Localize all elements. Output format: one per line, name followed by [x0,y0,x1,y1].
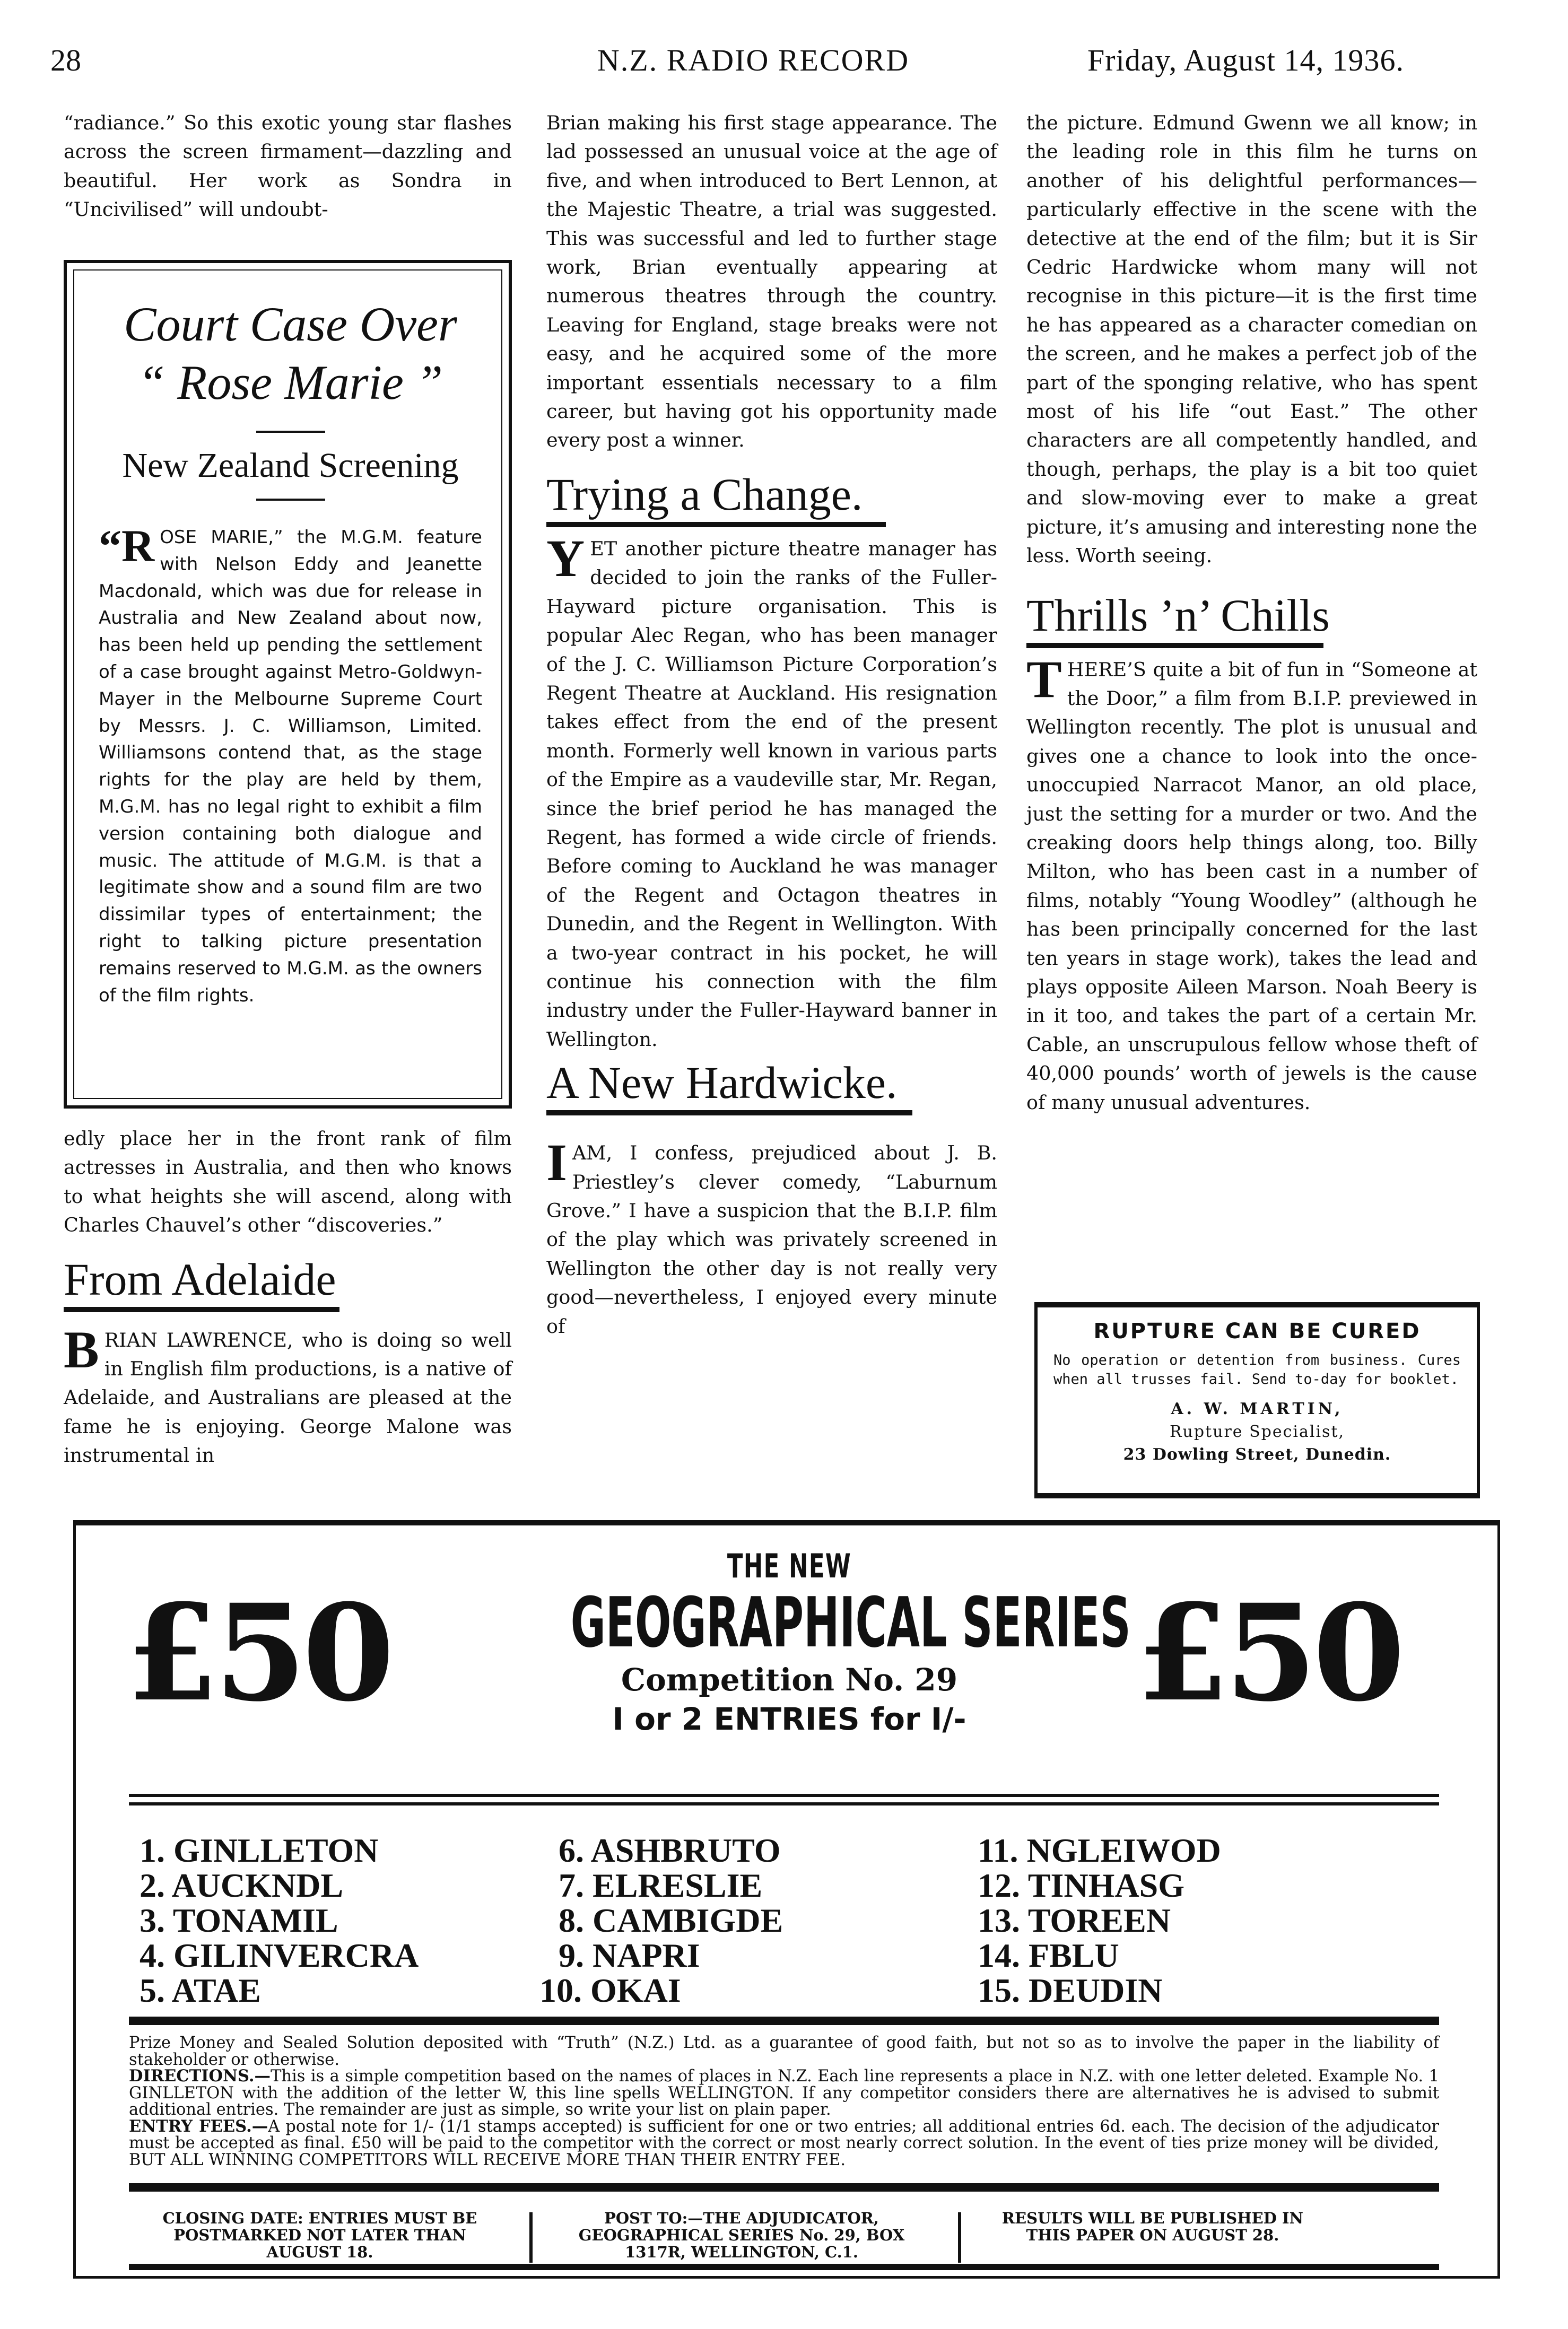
masthead [0,42,1568,85]
double-rule-divider [129,1794,1439,1811]
entry-fees [129,2118,1439,2169]
headline-a-new-hardwicke: A New Hardwicke. [546,1057,898,1109]
page-number: 28 [50,43,81,77]
puzzle-item: 14. FBLU [978,1937,1119,1974]
article-body: who is doing so well in English film productions, is a native of Adelaide, and Australians are pleased at the fame he is enjoying. George Malone was instrumental in [64,1328,512,1467]
puzzle-item: 7. ELRESLIE [559,1866,763,1904]
left-column-continuation [64,1124,512,1470]
box-subtitle: New Zealand Screening [122,446,459,485]
divider [256,431,325,433]
ad-advertiser-title: Rupture Specialist, [1169,1423,1345,1441]
ad-headline: RUPTURE CAN BE CURED [1093,1319,1421,1344]
headline-thrills-n-chills: Thrills ’n’ Chills [1026,589,1330,641]
series-title: GEOGRAPHICAL SERIES [570,1582,1131,1663]
issue-date: Friday, August 14, 1936. [1087,43,1405,77]
post-to-address: POST TO:—THE ADJUDICATOR, GEOGRAPHICAL SERIES No. 29, BOX 1317R, WELLINGTON, C.1. [578,2209,905,2261]
rule-divider [129,2017,1439,2025]
lead-caps: RIAN LAWRENCE, [104,1328,293,1351]
column-separator [958,2212,961,2263]
divider [256,499,325,501]
puzzle-item: 11. NGLEIWOD [978,1831,1221,1869]
headline-trying-a-change: Trying a Change. [546,468,863,520]
article-text: Brian making his first stage appearance. The lad possessed an unusual voice at the age of five, and when introduced to Bert Lennon, at the Majestic Theatre, a trial was suggested. This was successful and led to further stage work, Brian eventually appearing at numerous theatres through the country. Leaving for England, stage breaks were not easy, and he acquired some of the more important essentials necessary to a film career, but having got his opportunity made every post a winner. [546,111,997,452]
puzzle-item: 5. ATAE [140,1972,261,2009]
lead-caps: AM, [572,1141,613,1165]
geographical-series-competition-ad [73,1520,1500,2279]
article-body: I confess, prejudiced about J. B. Priestley’s clever comedy, “Laburnum Grove.” I have a suspicion that the B.I.P. film of the play which was privately screened in Wellington the other day is not really very good—nevertheless, I enjoyed every minute of [546,1141,997,1338]
puzzle-item: 4. GILINVERCRA [140,1937,419,1974]
lead-caps: HERE’S [1067,658,1146,681]
results-notice: RESULTS WILL BE PUBLISHED IN THIS PAPER ON AUGUST 28. [1001,2209,1304,2244]
article-text: the picture. Edmund Gwenn we all know; in the leading role in this film he turns on another of his delightful performances—particularly effective in the scene with the detective at the end of the film; but it is Sir Cedric Hardwicke whom many will not recognise in this picture—it is the first time he has appeared as a character comedian on the screen, and he makes a perfect job of the part of the sponging relative, who has spent most of his life “out East.” The other characters are all competently handled, and though, perhaps, the play is a bit too quiet and slow-moving ever to make a great picture, it’s amusing and interesting none the less. Worth seeing. [1026,111,1477,568]
left-column-intro [64,109,512,224]
box-body [99,520,482,1009]
drop-cap: Y [546,528,585,588]
article-text: edly place her in the front rank of film actresses in Australia, and then who knows to what heights she will ascend, along with Charles Chauvel’s other “discoveries.” [64,1127,512,1237]
puzzle-column [539,1831,783,2009]
prize-amount-right: £50 [1137,1575,1401,1731]
directions-label: DIRECTIONS.— [129,2066,271,2086]
puzzle-item: 13. TOREEN [978,1901,1171,1939]
box-title-line2: “ Rose Marie ” [138,355,443,409]
article-paragraph [64,1320,512,1470]
drop-cap: T [1026,649,1062,709]
article-paragraph [546,1133,997,1341]
puzzle-item: 3. TONAMIL [140,1901,338,1939]
box-title-line1: Court Case Over [124,297,457,351]
rule-divider [129,2264,1439,2270]
directions-text: This is a simple competition based on the names of places in N.Z. Each line represents a place in N.Z. with one letter deleted. Example No. 1 GINLLETON with the addition of the letter W, this line spells WELLINGTON. If any competitor considers there are alternatives he is advised to submit additional entries. The remainder are just as simple, so write your list on plain paper. [129,2067,1439,2119]
closing-date: CLOSING DATE: ENTRIES MUST BE POSTMARKED NOT LATER THAN AUGUST 18. [162,2209,477,2261]
article-body: quite a bit of fun in “Someone at the Door,” a film from B.I.P. previewed in Wellington recently. The plot is unusual and gives one a chance to look into the once-unoccupied Narracot Manor, an old place, just the setting for a murder or two. And the creaking doors help things along, too. Billy Milton, who has been cast in a number of films, notably “Young Woodley” (although he has been principally concerned for the last ten years in stage work), takes the lead and plays opposite Aileen Marson. Noah Beery is in it too, and takes the part of a certain Mr. Cable, an unscrupulous fellow whose theft of 40,000 pounds’ worth of jewels is the cause of many unusual adventures. [1026,658,1477,1114]
puzzle-item: 9. NAPRI [559,1937,700,1974]
puzzle-item: 6. ASHBRUTO [559,1831,781,1869]
prize-amount-left: £50 [126,1575,390,1731]
boxed-article-rose-marie [64,260,512,1109]
lead-caps: ET [590,537,617,560]
the-new-label: THE NEW [727,1547,852,1585]
directions [129,2068,1439,2118]
article-body: another picture theatre manager has decided to join the ranks of the Fuller-Hayward picture organisation. This is popular Alec Regan, who has been manager of the J. C. Williamson Picture Corporation’s Regent Theatre at Auckland. His resignation takes effect from the end of the present month. Formerly well known in various parts of the Empire as a vaudeville star, Mr. Regan, since the brief period he has managed the Regent, has formed a wide circle of friends. Before coming to Auckland he was manager of the Regent and Octagon theatres in Dunedin, and the Regent in Wellington. With a two-year contract in his pocket, he will continue his connection with the film industry under the Fuller-Hayward banner in Wellington. [546,537,997,1051]
competition-number: Competition No. 29 [621,1662,958,1698]
article-text: “radiance.” So this exotic young star flashes across the screen firmament—dazzling and beautiful. Her work as Sondra in “Uncivilised” will undoubt- [64,111,512,221]
puzzle-item: 8. CAMBIGDE [559,1901,783,1939]
headline-rule [546,522,886,527]
entry-fees-label: ENTRY FEES.— [129,2116,268,2136]
puzzle-item: 2. AUCKNDL [140,1866,344,1904]
guarantee-text: Prize Money and Sealed Solution deposited with “Truth” (N.Z.) Ltd. as a guarantee of good faith, but not so as to involve the paper in the liability of stakeholder or otherwise. [129,2034,1439,2069]
headline-rule [1026,643,1323,648]
headline-from-adelaide: From Adelaide [64,1253,336,1305]
headline-rule [546,1110,912,1115]
article-paragraph [1026,649,1477,1118]
drop-cap: B [64,1320,99,1379]
drop-cap: I [546,1133,567,1192]
article-paragraph [546,528,997,1054]
rupture-advertisement [1034,1302,1480,1498]
competition-rules [129,2035,1439,2168]
middle-column [546,109,997,1341]
lead-caps: OSE MARIE,” [160,527,283,548]
box-body-text: the M.G.M. feature with Nelson Eddy and Jeanette Macdonald, which was due for release in Australia and New Zealand about now, has been held up pending the settlement of a case brought against Metro-Goldwyn-Mayer in the Melbourne Supreme Court by Messrs. J. C. Williamson, Limited. Williamsons contend that, as the stage rights for the play are held by them, M.G.M. has no legal right to exhibit a film version containing both dialogue and music. The attitude of M.G.M. is that a legitimate show and a sound film are two dissimilar types of entertainment; the right to talking picture presentation remains reserved to M.G.M. as the owners of the film rights. [99,527,482,1006]
puzzle-column [140,1833,419,2008]
drop-cap: “R [99,520,155,571]
column-separator [529,2212,533,2263]
headline-rule [64,1307,339,1312]
entries-price: I or 2 ENTRIES for I/- [612,1701,966,1737]
puzzle-item: 1. GINLLETON [140,1831,379,1869]
right-column [1026,109,1477,1117]
publication-title: N.Z. RADIO RECORD [597,43,910,77]
entry-fees-text: A postal note for 1/- (1/1 stamps accepted) is sufficient for one or two entries; all additional entries 6d. each. The decision of the adjudicator must be accepted as final. £50 will be paid to the competitor with the correct or most nearly correct solution. In the event of ties prize money will be divided, BUT ALL WINNING COMPETITORS WILL RECEIVE MORE THAN THEIR ENTRY FEE. [129,2117,1439,2169]
ad-body: No operation or detention from business. Cures when all trusses fail. Send to-day for booklet. [1053,1352,1461,1388]
rule-divider [129,2183,1439,2192]
ad-advertiser-name: A. W. MARTIN, [1171,1400,1344,1418]
puzzle-item: 15. DEUDIN [978,1972,1163,2009]
puzzle-item: 12. TINHASG [978,1866,1185,1904]
puzzle-item: 10. OKAI [539,1972,681,2009]
competition-header [437,1547,1142,1737]
puzzle-column [978,1833,1221,2008]
ad-address: 23 Dowling Street, Dunedin. [1123,1445,1391,1464]
